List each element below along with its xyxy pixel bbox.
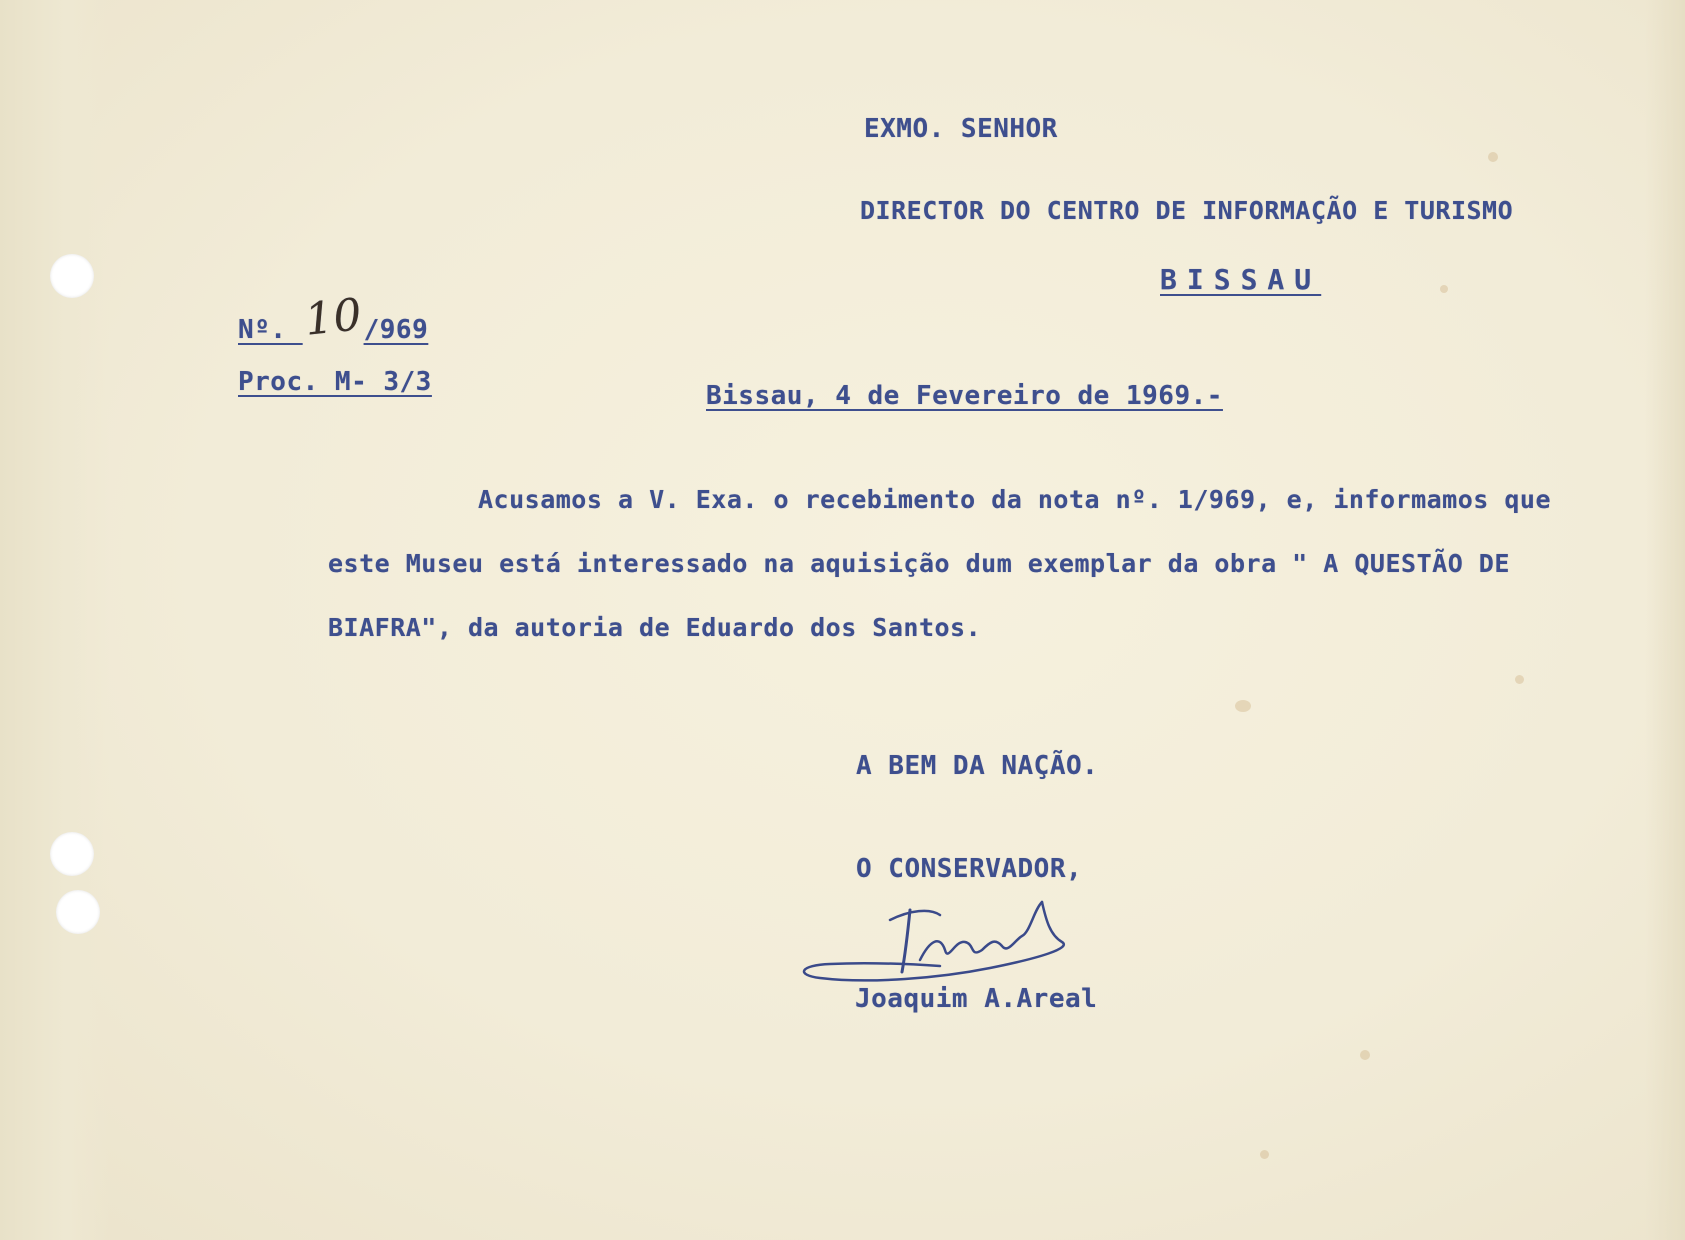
paper-stain — [1488, 152, 1498, 162]
closing-phrase: A BEM DA NAÇÃO. — [856, 751, 1099, 781]
addressee-salutation: EXMO. SENHOR — [864, 114, 1058, 144]
body-line: BIAFRA", da autoria de Eduardo dos Santos. — [328, 613, 982, 642]
binder-strip-shading — [0, 0, 110, 1240]
letter-body — [328, 468, 1648, 660]
paper-stain — [1515, 675, 1524, 684]
reference-process: Proc. M- 3/3 — [238, 367, 432, 397]
signature-title: O CONSERVADOR, — [856, 854, 1083, 884]
letter-date: Bissau, 4 de Fevereiro de 1969.- — [706, 381, 1223, 411]
paper-stain — [1440, 285, 1448, 293]
signer-name: Joaquim A.Areal — [855, 984, 1098, 1014]
body-line: este Museu está interessado na aquisição dum exemplar da obra " A QUESTÃO DE — [328, 549, 1510, 578]
reference-number-prefix: Nº. — [238, 315, 287, 345]
paper-stain — [1360, 1050, 1370, 1060]
paper-stain — [1235, 700, 1251, 712]
addressee-city: BISSAU — [1160, 263, 1322, 296]
paper-stain — [1260, 1150, 1269, 1159]
punch-hole-top — [50, 254, 94, 298]
reference-number-handwritten: 10 — [302, 289, 365, 346]
punch-hole-middle — [50, 832, 94, 876]
handwritten-signature — [790, 880, 1110, 1000]
reference-number — [238, 289, 429, 349]
addressee-title: DIRECTOR DO CENTRO DE INFORMAÇÃO E TURISMO — [860, 196, 1514, 225]
reference-number-suffix: /969 — [363, 315, 429, 345]
punch-hole-bottom — [56, 890, 100, 934]
body-line: Acusamos a V. Exa. o recebimento da nota nº. 1/969, e, informamos que — [478, 485, 1552, 514]
page-edge-shading — [1645, 0, 1685, 1240]
